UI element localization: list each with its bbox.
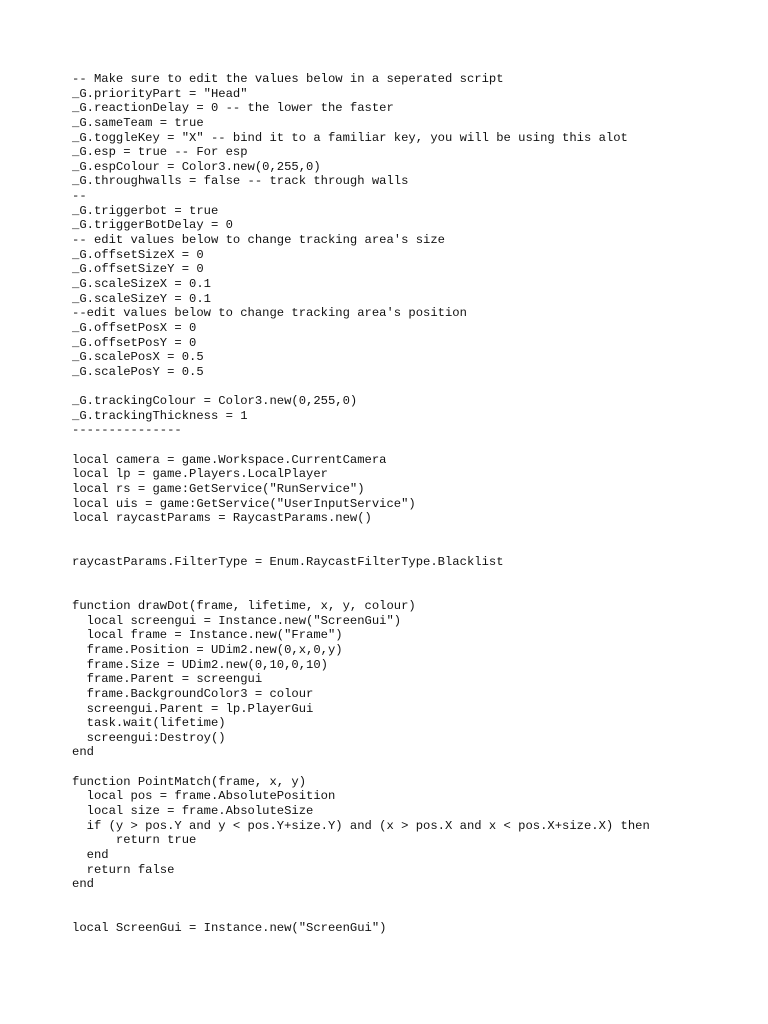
code-line: function PointMatch(frame, x, y) <box>72 774 307 789</box>
code-line: _G.trackingColour = Color3.new(0,255,0) <box>72 394 358 409</box>
code-line: function drawDot(frame, lifetime, x, y, colour) <box>72 599 416 614</box>
code-line: local pos = frame.AbsolutePosition <box>72 789 336 804</box>
code-line: if (y > pos.Y and y < pos.Y+size.Y) and (x > pos.X and x < pos.X+size.X) then <box>72 818 650 833</box>
code-line <box>72 379 752 394</box>
code-line: local ScreenGui = Instance.new("ScreenGui") <box>72 921 387 936</box>
code-line: raycastParams.FilterType = Enum.RaycastFilterType.Blacklist <box>72 555 504 570</box>
code-line: _G.offsetPosY = 0 <box>72 335 197 350</box>
code-line: screengui:Destroy() <box>72 730 226 745</box>
code-line <box>72 541 752 556</box>
code-line <box>72 584 752 599</box>
code-line: -- <box>72 189 87 204</box>
code-line: _G.offsetPosX = 0 <box>72 320 197 335</box>
code-line: local size = frame.AbsoluteSize <box>72 804 314 819</box>
code-line: screengui.Parent = lp.PlayerGui <box>72 701 314 716</box>
code-line: return true <box>72 833 197 848</box>
code-line: _G.offsetSizeX = 0 <box>72 247 204 262</box>
code-line <box>72 570 752 585</box>
code-line: _G.sameTeam = true <box>72 115 204 130</box>
code-line: local lp = game.Players.LocalPlayer <box>72 467 328 482</box>
code-line <box>72 526 752 541</box>
code-line: _G.reactionDelay = 0 -- the lower the faster <box>72 101 394 116</box>
code-line: _G.scalePosY = 0.5 <box>72 364 204 379</box>
code-line: -- Make sure to edit the values below in a seperated script <box>72 72 504 86</box>
code-line: local screengui = Instance.new("ScreenGui") <box>72 613 402 628</box>
code-line: frame.Parent = screengui <box>72 672 263 687</box>
code-line: frame.Size = UDim2.new(0,10,0,10) <box>72 657 328 672</box>
code-line: task.wait(lifetime) <box>72 716 226 731</box>
code-line: _G.offsetSizeY = 0 <box>72 262 204 277</box>
code-line: -- edit values below to change tracking area's size <box>72 233 445 248</box>
code-line: _G.espColour = Color3.new(0,255,0) <box>72 159 321 174</box>
code-line <box>72 438 752 453</box>
code-line: local raycastParams = RaycastParams.new() <box>72 511 372 526</box>
code-line: _G.esp = true -- For esp <box>72 145 248 160</box>
code-line: _G.scaleSizeY = 0.1 <box>72 291 211 306</box>
code-line <box>72 892 752 907</box>
code-line: --edit values below to change tracking area's position <box>72 306 467 321</box>
code-line: return false <box>72 862 175 877</box>
code-line: local frame = Instance.new("Frame") <box>72 628 343 643</box>
code-line: --------------- <box>72 423 182 438</box>
code-line: frame.BackgroundColor3 = colour <box>72 686 314 701</box>
code-block <box>72 72 752 936</box>
code-line: local rs = game:GetService("RunService") <box>72 481 365 496</box>
code-line: _G.scalePosX = 0.5 <box>72 350 204 365</box>
code-line <box>72 907 752 922</box>
code-line <box>72 760 752 775</box>
code-line: local uis = game:GetService("UserInputService") <box>72 496 416 511</box>
code-line: _G.toggleKey = "X" -- bind it to a familiar key, you will be using this alot <box>72 130 628 145</box>
code-line: end <box>72 745 94 760</box>
code-line: _G.trackingThickness = 1 <box>72 408 248 423</box>
code-line: end <box>72 877 94 892</box>
code-line: _G.scaleSizeX = 0.1 <box>72 276 211 291</box>
code-line: frame.Position = UDim2.new(0,x,0,y) <box>72 642 343 657</box>
code-line: end <box>72 847 109 862</box>
code-line: _G.triggerBotDelay = 0 <box>72 218 233 233</box>
code-line: _G.priorityPart = "Head" <box>72 86 248 101</box>
code-line: local camera = game.Workspace.CurrentCamera <box>72 452 387 467</box>
code-line: _G.triggerbot = true <box>72 203 219 218</box>
code-line: _G.throughwalls = false -- track through walls <box>72 174 409 189</box>
